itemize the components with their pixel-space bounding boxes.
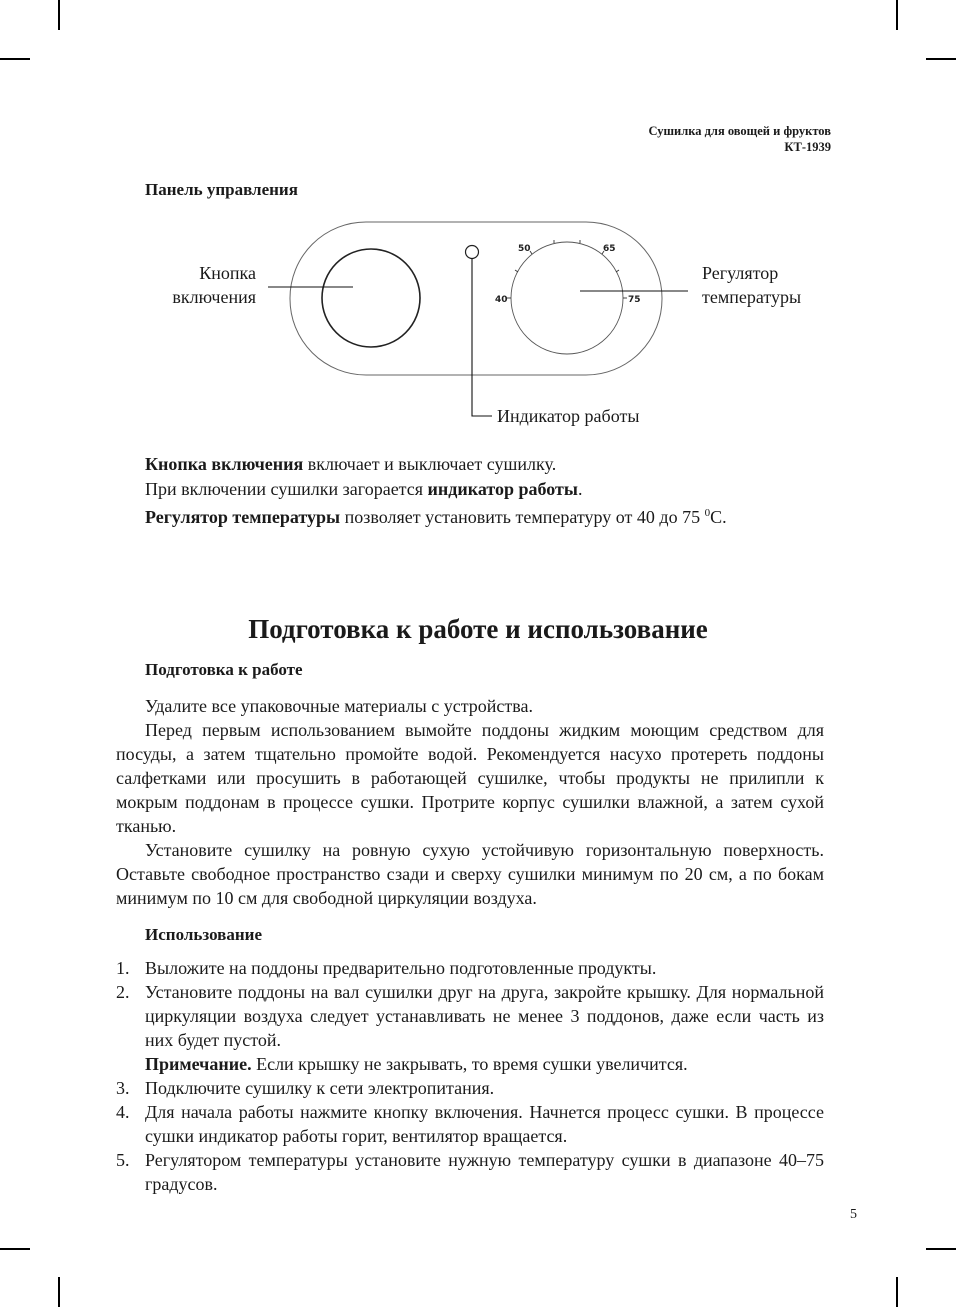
step-number: 3. — [116, 1078, 130, 1098]
step-text: Подключите сушилку к сети электропитания. — [145, 1078, 495, 1098]
paragraph: Установите сушилку на ровную сухую устойчивую горизонтальную поверхность. Оставьте свободное пространство сзади и сверху сушилки минимум по 20 см, а по бокам минимум по 10 см для свободной циркуляции воздуха. — [116, 840, 824, 908]
header-product: Сушилка для овощей и фруктов — [648, 124, 831, 138]
indicator-light-shape — [466, 246, 479, 259]
description-term: Кнопка включения — [145, 454, 304, 474]
description-text: С. — [710, 507, 727, 527]
callout-text: включения — [172, 287, 256, 307]
crop-mark — [896, 1277, 898, 1307]
step-text: Регулятором температуры установите нужную температуру сушки в диапазоне 40–75 градусов. — [145, 1150, 824, 1194]
list-item — [116, 1076, 824, 1100]
crop-mark — [0, 1248, 30, 1250]
callout-text: температуры — [702, 287, 802, 307]
step-number: 4. — [116, 1102, 130, 1122]
description-text: позволяет установить температуру от 40 до 75 — [340, 507, 705, 527]
step-text: Выложите на поддоны предварительно подготовленные продукты. — [145, 958, 657, 978]
dial-label: 50 — [518, 244, 531, 254]
crop-mark — [926, 1248, 956, 1250]
paragraph: Перед первым использованием вымойте поддоны жидким моющим средством для посуды, а затем тщательно промойте водой. Рекомендуется насухо протереть поддоны салфетками или просушить в работающей сушилке, чтобы продукты не прилипли к мокрым поддонам в процессе сушки. Протрите корпус сушилки влажной, а затем сухой тканью. — [116, 720, 824, 836]
usage-steps — [116, 956, 824, 1196]
description-line — [145, 477, 727, 502]
dial-label: 75 — [628, 295, 641, 305]
list-item — [116, 956, 824, 980]
section-title: Подготовка к работе и использование — [248, 614, 708, 644]
description-line — [145, 501, 727, 530]
step-text: Установите поддоны на вал сушилки друг на друга, закройте крышку. Для нормальной циркуляции воздуха следует устанавливать не менее 3 поддонов, даже если часть из них будет пустой. — [145, 982, 824, 1050]
degree-superscript: 0 — [704, 507, 711, 519]
step-number: 5. — [116, 1150, 130, 1170]
preparation-title: Подготовка к работе — [145, 660, 303, 679]
list-item — [116, 980, 824, 1076]
step-number: 2. — [116, 982, 130, 1002]
indicator-callout: Индикатор работы — [497, 406, 640, 426]
usage-title: Использование — [145, 925, 262, 944]
power-button-callout — [150, 261, 256, 309]
list-item — [116, 1148, 824, 1196]
description-term: индикатор работы — [427, 478, 578, 499]
crop-mark — [58, 1277, 60, 1307]
callout-text: Регулятор — [702, 263, 779, 283]
description-text: . — [577, 478, 583, 499]
preparation-text — [116, 694, 824, 910]
header-model: КТ-1939 — [784, 140, 831, 154]
description-text: При включении сушилки загорается — [145, 478, 428, 499]
control-panel-diagram — [0, 0, 956, 440]
temp-regulator-callout — [702, 261, 801, 309]
power-button-shape — [322, 249, 420, 347]
indicator-leader — [472, 258, 492, 416]
paragraph: Удалите все упаковочные материалы с устройства. — [145, 696, 534, 716]
note-label: Примечание. — [145, 1054, 252, 1074]
step-note — [145, 1052, 824, 1076]
temperature-dial-shape — [511, 242, 623, 354]
control-descriptions — [145, 452, 727, 530]
step-number: 1. — [116, 958, 130, 978]
description-text: включает и выключает сушилку. — [303, 454, 557, 474]
page-number: 5 — [850, 1207, 857, 1222]
step-text: Для начала работы нажмите кнопку включения. Начнется процесс сушки. В процессе сушки индикатор работы горит, вентилятор вращается. — [145, 1102, 824, 1146]
callout-text: Кнопка — [199, 263, 256, 283]
control-panel-title: Панель управления — [145, 180, 298, 199]
description-line — [145, 452, 727, 477]
dial-label: 40 — [495, 295, 508, 305]
description-term: Регулятор температуры — [145, 507, 341, 527]
list-item — [116, 1100, 824, 1148]
dial-label: 65 — [603, 244, 616, 254]
note-text: Если крышку не закрывать, то время сушки увеличится. — [251, 1054, 688, 1074]
